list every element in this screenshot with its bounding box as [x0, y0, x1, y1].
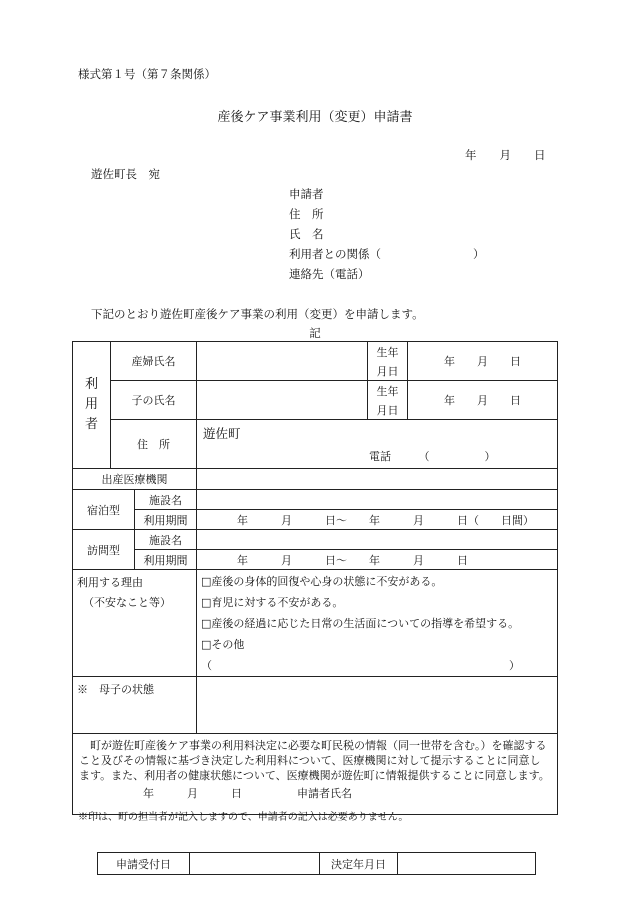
hospital-label: 出産医療機関	[73, 469, 197, 490]
reason-option[interactable]: □産後の経過に応じた日常の生活面についての指導を希望する。	[201, 617, 520, 630]
child-birth-field[interactable]: 年 月 日	[408, 381, 558, 420]
mother-child-label: ※ 母子の状態	[73, 677, 197, 734]
applicant-name: 氏 名	[289, 227, 324, 241]
mother-birth-label: 生年	[376, 345, 399, 359]
consent-sign-line: 年 月 日 申請者氏名	[143, 787, 352, 800]
hospital-field[interactable]	[197, 469, 558, 490]
visit-period-field[interactable]: 年 月 日～ 年 月 日	[197, 550, 558, 570]
mother-name-field[interactable]	[197, 342, 368, 381]
mother-name-label: 産婦氏名	[111, 342, 197, 381]
visit-facility-label: 施設名	[135, 530, 197, 550]
page-title: 産後ケア事業利用（変更）申請書	[217, 110, 413, 125]
stay-period-field[interactable]: 年 月 日～ 年 月 日（ 日間）	[197, 510, 558, 530]
consent-text: 町が遊佐町産後ケア事業の利用料決定に必要な町民税の情報（同一世帯を含む。）を確認すること及びその情報に基づき決定した利用料について、医療機関に対して提示することに同意します。また、利用者の健康状態について、医療機関が遊佐町に情報提供することに同意します。	[79, 739, 550, 782]
reason-option[interactable]: □育児に対する不安がある。	[201, 596, 344, 609]
reason-option[interactable]: □その他（ ）	[201, 638, 520, 672]
user-address-field[interactable]	[197, 420, 558, 469]
child-birth-label-2: 月日	[376, 403, 399, 417]
visit-facility-field[interactable]	[197, 530, 558, 550]
staff-note: ※印は、町の担当者が記入しますので、申請者の記入は必要ありません。	[78, 812, 409, 823]
reason-label-cell	[73, 570, 197, 677]
mother-birth-label-2: 月日	[376, 364, 399, 378]
received-date-field[interactable]	[190, 853, 320, 875]
applicant-contact: 連絡先（電話）	[289, 267, 370, 281]
applicant-label: 申請者	[289, 187, 324, 201]
stay-type-label: 宿泊型	[73, 490, 135, 530]
stay-period-label: 利用期間	[135, 510, 197, 530]
user-section-label: 利 用 者	[73, 342, 111, 469]
decided-date-label: 決定年月日	[320, 853, 398, 875]
child-name-field[interactable]	[197, 381, 368, 420]
received-date-label: 申請受付日	[98, 853, 190, 875]
stay-facility-label: 施設名	[135, 490, 197, 510]
form-number: 様式第１号（第７条関係）	[78, 67, 216, 81]
application-table	[72, 341, 558, 815]
mother-birth-field[interactable]: 年 月 日	[408, 342, 558, 381]
mother-child-field[interactable]	[197, 677, 558, 734]
ki-heading: 記	[309, 326, 321, 340]
consent-cell	[73, 734, 558, 815]
child-birth-label: 生年	[376, 384, 399, 398]
decided-date-field[interactable]	[398, 853, 536, 875]
reason-options	[197, 570, 558, 677]
child-name-label: 子の氏名	[111, 381, 197, 420]
user-address-label: 住 所	[111, 420, 197, 469]
addressee: 遊佐町長 宛	[91, 167, 160, 181]
intro-text: 下記のとおり遊佐町産後ケア事業の利用（変更）を申請します。	[91, 307, 424, 321]
visit-period-label: 利用期間	[135, 550, 197, 570]
stay-facility-field[interactable]	[197, 490, 558, 510]
town-name: 遊佐町	[203, 426, 241, 441]
applicant-relation: 利用者との関係（ ）	[289, 247, 485, 261]
phone-field: 電話 （ ）	[369, 450, 496, 463]
office-use-table	[97, 852, 536, 875]
date-line: 年 月 日	[465, 148, 546, 162]
reason-label: 利用する理由	[77, 576, 143, 589]
visit-type-label: 訪問型	[73, 530, 135, 570]
applicant-address: 住 所	[289, 207, 324, 221]
reason-option[interactable]: □産後の身体的回復や心身の状態に不安がある。	[201, 575, 443, 588]
reason-sublabel: （不安なこと等）	[83, 596, 171, 609]
